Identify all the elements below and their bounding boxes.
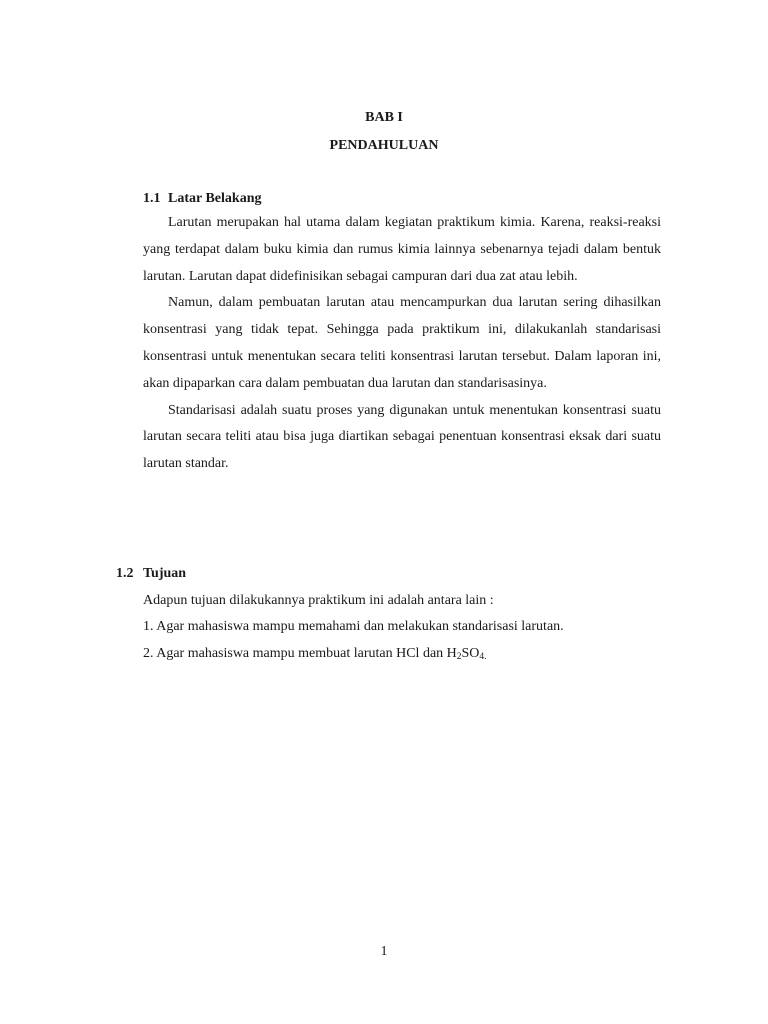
objective-item-2 — [143, 646, 487, 665]
section-body-latar-belakang — [143, 210, 661, 478]
section-number: 1.2 — [116, 566, 134, 581]
section-title: Latar Belakang — [168, 191, 262, 206]
chapter-title: PENDAHULUAN — [329, 138, 439, 153]
subscript-4: 4. — [479, 652, 487, 662]
subscript-2: 2 — [456, 652, 462, 662]
section-number: 1.1 — [143, 191, 161, 206]
paragraph: Standarisasi adalah suatu proses yang digunakan untuk menentukan konsentrasi suatu larutan secara teliti atau bisa juga diartikan sebagai penentuan konsentrasi eksak dari suatu larutan standar. — [143, 402, 661, 472]
formula-so: SO — [461, 646, 480, 661]
objective-item-1: 1. Agar mahasiswa mampu memahami dan melakukan standarisasi larutan. — [143, 619, 564, 634]
objective-text: 2. Agar mahasiswa mampu membuat larutan HCl dan H — [143, 646, 457, 661]
page-number: 1 — [380, 944, 388, 959]
paragraph: Larutan merupakan hal utama dalam kegiatan praktikum kimia. Karena, reaksi-reaksi yang terdapat dalam buku kimia dan rumus kimia lainnya sebenarnya tejadi dalam bentuk larutan. Larutan dapat didefinisikan sebagai campuran dari dua zat atau lebih. — [143, 215, 661, 284]
section-heading-latar-belakang — [143, 191, 261, 207]
objectives-intro: Adapun tujuan dilakukannya praktikum ini adalah antara lain : — [143, 593, 494, 608]
section-title: Tujuan — [143, 566, 187, 581]
chapter-label: BAB I — [365, 110, 403, 125]
paragraph: Namun, dalam pembuatan larutan atau mencampurkan dua larutan sering dihasilkan konsentrasi yang tidak tepat. Sehingga pada praktikum ini, dilakukanlah standarisasi konsentrasi untuk menentukan secara teliti konsentrasi larutan tersebut. Dalam laporan ini, akan dipaparkan cara dalam pembuatan dua larutan dan standarisasinya. — [143, 295, 661, 391]
section-heading-tujuan — [116, 566, 186, 582]
